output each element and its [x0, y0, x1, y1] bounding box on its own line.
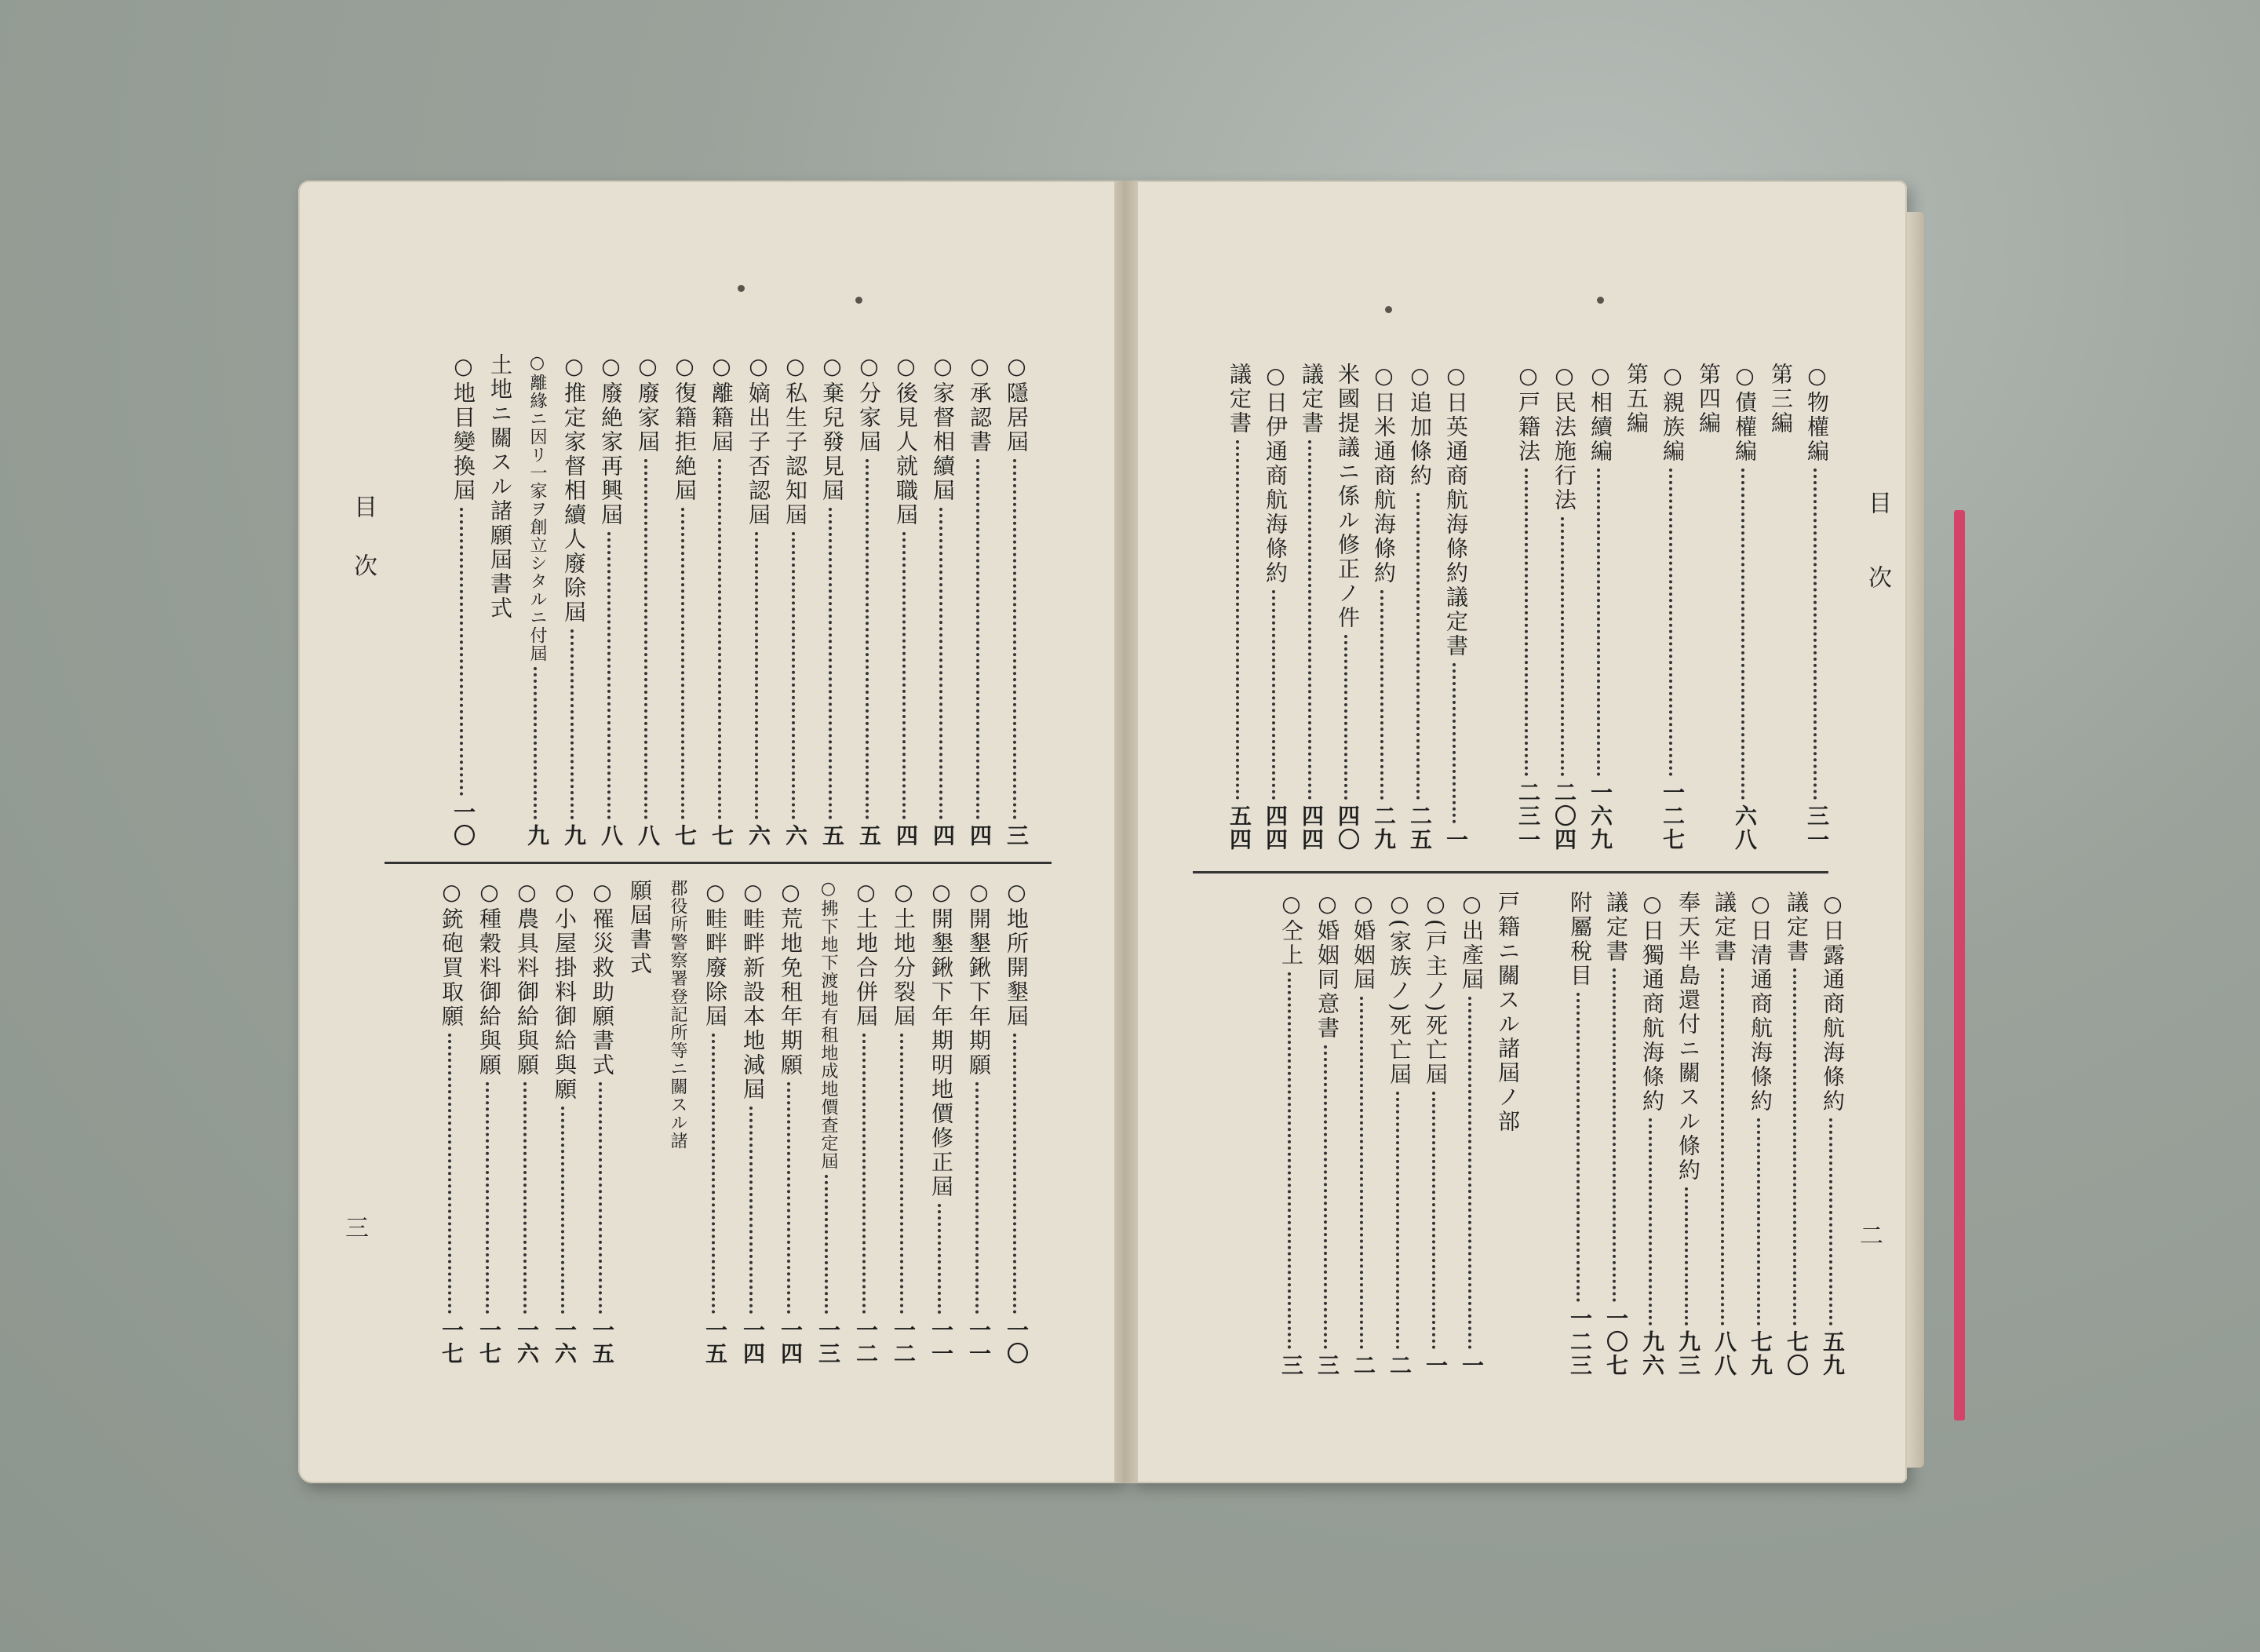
toc-entry [669, 353, 700, 848]
toc-page-number: 七 [709, 824, 734, 848]
leader-dots [570, 629, 577, 819]
toc-page-number: 二三一 [1515, 781, 1541, 852]
toc-entry [812, 879, 844, 1366]
leader-dots [1324, 1045, 1330, 1349]
toc-page-number: 一二七 [1660, 781, 1686, 852]
toc-page-number: 一七 [476, 1318, 502, 1366]
toc-entry [484, 353, 516, 848]
toc-page-number: 四 [893, 824, 919, 848]
toc-entry [1275, 891, 1307, 1377]
toc-entry [779, 353, 811, 848]
toc-entry [1420, 891, 1451, 1377]
toc-entry-title: ○日米通商航海條約 [1371, 363, 1397, 585]
toc-entry-title: ○婚姻同意書 [1314, 891, 1340, 1041]
toc-page-number: 一六九 [1587, 781, 1613, 852]
toc-entry [853, 353, 884, 848]
toc-entry-title: ○土地分裂屆 [891, 879, 917, 1029]
toc-entry [436, 879, 467, 1366]
toc-page-number: 三 [1314, 1354, 1340, 1377]
toc-page-number: 四 [930, 824, 956, 848]
leader-dots [975, 1082, 982, 1314]
leader-dots [644, 459, 651, 819]
toc-page-number: 九六 [1639, 1330, 1665, 1377]
toc-page-number: 五 [819, 824, 845, 848]
toc-entry-title: ○日清通商航海條約 [1748, 891, 1773, 1114]
toc-entry [705, 353, 737, 848]
toc-entry-title: ○追加條約 [1407, 363, 1433, 488]
toc-entry [964, 353, 995, 848]
toc-entry [1492, 891, 1523, 1377]
toc-entry [1368, 363, 1399, 852]
leader-dots [1613, 968, 1619, 1302]
toc-page-number: 一 [1443, 828, 1469, 852]
leader-dots [1432, 1092, 1438, 1349]
binding-hole [1385, 306, 1392, 313]
toc-entry-title: ○私生子認知屆 [782, 353, 808, 527]
leader-dots [1525, 469, 1531, 776]
toc-entry [1564, 891, 1595, 1377]
toc-entry-title: ○日伊通商航海條約 [1263, 363, 1289, 585]
toc-entry-title: ○日獨通商航海條約 [1639, 891, 1665, 1114]
toc-entry-title: ○地所開墾屆 [1004, 879, 1030, 1029]
toc-entry-title: ○開墾鍬下年期明地價修正屆 [928, 879, 954, 1199]
toc-entry-title: 議定書 [1784, 891, 1810, 964]
toc-entry [521, 353, 552, 848]
toc-entry [447, 353, 479, 848]
toc-entry-title: ○棄兒發見屆 [819, 353, 845, 503]
toc-page-number: 一六 [514, 1318, 540, 1366]
toc-page-number: 九 [561, 824, 587, 848]
leader-dots [460, 508, 466, 796]
toc-entry-title: ○婚姻屆 [1351, 891, 1376, 992]
page-edges [1907, 212, 1924, 1468]
toc-entry-title: ○地目變換屆 [450, 353, 476, 503]
toc-entry [1332, 363, 1363, 852]
toc-entry-title: 議定書 [1299, 363, 1325, 436]
toc-page-number: 一五 [589, 1318, 615, 1366]
leader-dots [718, 459, 724, 819]
toc-entry [1001, 879, 1032, 1366]
toc-page-number: 一二 [853, 1318, 879, 1366]
toc-page-number: 八八 [1711, 1330, 1737, 1377]
toc-page-number: 五 [856, 824, 882, 848]
toc-entry [1781, 891, 1812, 1377]
binding-hole [855, 297, 862, 304]
leader-dots [1721, 968, 1727, 1326]
toc-page-number: 七 [672, 824, 698, 848]
toc-entry [595, 353, 626, 848]
toc-page-number: 一二 [891, 1318, 917, 1366]
toc-entry [1404, 363, 1435, 852]
toc-entry-title: ○隱居屆 [1004, 353, 1030, 454]
leader-dots [825, 1175, 831, 1314]
binding-hole [1597, 297, 1604, 304]
toc-entry [1620, 363, 1652, 852]
toc-entry-title: ○離緣ニ因リ一家ヲ創立シタルニ付屆 [527, 353, 547, 662]
leader-dots [749, 1107, 756, 1314]
toc-entry [775, 879, 806, 1366]
toc-entry-title: 米國提議ニ係ル修正ノ件 [1335, 363, 1361, 630]
toc-page-number: 二〇四 [1551, 781, 1577, 852]
leader-dots [866, 459, 872, 819]
toc-entry [1296, 363, 1327, 852]
toc-entry [890, 353, 921, 848]
toc-entry [1636, 891, 1668, 1377]
toc-entry-title: ○承認書 [967, 353, 993, 454]
toc-entry-title: ○廢絶家再興屆 [598, 353, 624, 527]
toc-page-number: 六 [782, 824, 808, 848]
toc-entry [1548, 363, 1580, 852]
toc-entry-title: ○後見人就職屆 [893, 353, 919, 527]
toc-entry [699, 879, 731, 1366]
leader-dots [1741, 469, 1748, 800]
leader-dots [1793, 968, 1799, 1326]
leader-dots [787, 1082, 793, 1314]
red-bookmark-ribbon [1954, 510, 1965, 1420]
toc-entry-title: ○復籍拒絶屆 [672, 353, 698, 503]
leader-dots [1468, 997, 1474, 1349]
toc-page-number: 一六 [552, 1318, 578, 1366]
toc-page-number: 七〇 [1784, 1330, 1810, 1377]
toc-entry [1744, 891, 1776, 1377]
toc-entry [632, 353, 663, 848]
toc-entry-title: ○拂下地下渡地有租地成地價査定屆 [818, 879, 838, 1170]
toc-page-number: 三 [1278, 1354, 1304, 1377]
toc-entry-title: 議定書 [1227, 363, 1252, 436]
toc-entry [1311, 891, 1343, 1377]
toc-entry-title: 第五編 [1624, 363, 1649, 436]
leader-dots [1236, 440, 1242, 800]
leader-dots [1344, 635, 1351, 800]
toc-entry [1456, 891, 1487, 1377]
leader-dots [792, 532, 798, 819]
toc-entry [1347, 891, 1379, 1377]
toc-entry-title: ○民法施行法 [1551, 363, 1577, 512]
toc-entry-title: ○日露通商航海條約 [1820, 891, 1846, 1114]
toc-page-number: 一五 [702, 1318, 728, 1366]
toc-page-number: 九三 [1675, 1330, 1701, 1377]
toc-entry-title: ○荒地免租年期願 [778, 879, 804, 1078]
toc-entry-title: ○土地合併屆 [853, 879, 879, 1029]
toc-entry-title: ○畦畔新設本地減屆 [740, 879, 766, 1102]
leader-dots [1308, 440, 1314, 800]
toc-page-number: 一七 [439, 1318, 465, 1366]
toc-page-number: 一一 [966, 1318, 992, 1366]
toc-entry [1223, 363, 1255, 852]
toc-entry [1765, 363, 1796, 852]
toc-page-number: 一四 [778, 1318, 804, 1366]
toc-page-number: 一〇 [450, 800, 476, 848]
leader-dots [900, 1034, 906, 1314]
toc-entry-title: 願屆書式 [627, 879, 653, 976]
leader-dots [1453, 663, 1459, 823]
toc-entry-title: ○分家屆 [856, 353, 882, 454]
toc-entry-title: 附屬稅目 [1567, 891, 1593, 988]
toc-page-number: 一四 [740, 1318, 766, 1366]
leader-dots [939, 508, 946, 819]
toc-entry [1600, 891, 1631, 1377]
toc-page-number: 八 [635, 824, 661, 848]
toc-page-number: 一一 [928, 1318, 954, 1366]
toc-entry-title: ○種穀料御給與願 [476, 879, 502, 1078]
leader-dots [938, 1204, 944, 1314]
left-divider [385, 862, 1052, 864]
toc-entry-title: ○畦畔廢除屆 [702, 879, 728, 1029]
toc-page-number: 七九 [1748, 1330, 1773, 1377]
toc-page-number: 九 [524, 824, 550, 848]
left-header-tsugi: 次 [349, 553, 377, 577]
binding-hole [738, 285, 745, 292]
leader-dots [1416, 493, 1423, 800]
leader-dots [1757, 1118, 1763, 1326]
right-folio: 二 [1860, 1223, 1883, 1250]
toc-page-number: 三 [1004, 824, 1030, 848]
leader-dots [1649, 1118, 1655, 1326]
toc-entry-title: 戸籍ニ關スル諸屆ノ部 [1495, 891, 1521, 1134]
leader-dots [534, 667, 540, 819]
toc-entry [927, 353, 958, 848]
toc-entry-title: ○(家族ノ)死亡屆 [1387, 891, 1412, 1087]
toc-entry-title: ○嫡出子否認屆 [745, 353, 771, 527]
toc-entry-title: 議定書 [1603, 891, 1629, 964]
toc-entry-title: ○親族編 [1660, 363, 1686, 464]
toc-entry [888, 879, 919, 1366]
open-book [298, 181, 1923, 1483]
toc-entry [1729, 363, 1760, 852]
leader-dots [681, 508, 687, 819]
toc-entry-title: ○推定家督相續人廢除屆 [561, 353, 587, 625]
toc-page-number: 一〇七 [1603, 1307, 1629, 1377]
toc-page-number: 一 [1423, 1354, 1449, 1377]
leader-dots [1561, 517, 1567, 776]
toc-entry-title: ○(戸主ノ)死亡屆 [1423, 891, 1449, 1087]
toc-entry-title: ○家督相續屆 [930, 353, 956, 503]
toc-entry [1383, 891, 1415, 1377]
toc-entry-title: ○開墾鍬下年期願 [966, 879, 992, 1078]
toc-entry-title: ○債權編 [1732, 363, 1758, 464]
leader-dots [1813, 469, 1820, 800]
toc-entry [549, 879, 580, 1366]
leader-dots [1380, 590, 1387, 800]
leader-dots [1288, 972, 1294, 1349]
leader-dots [599, 1082, 605, 1314]
toc-entry [1001, 353, 1032, 848]
toc-page-number: 一三 [815, 1318, 841, 1366]
toc-page-number: 五四 [1227, 804, 1252, 852]
toc-page-number: 二 [1351, 1354, 1376, 1377]
toc-entry [511, 879, 542, 1366]
toc-page-number: 一〇 [1004, 1318, 1030, 1366]
toc-page-number: 六 [745, 824, 771, 848]
toc-entry [1672, 891, 1704, 1377]
leader-dots [607, 532, 614, 819]
toc-entry-title: ○離籍屆 [709, 353, 734, 454]
leader-dots [1360, 997, 1366, 1349]
leader-dots [712, 1034, 718, 1314]
leader-dots [1013, 459, 1019, 819]
toc-entry-title: ○物權編 [1804, 363, 1830, 464]
leader-dots [1396, 1092, 1402, 1349]
toc-entry-title: ○罹災救助願書式 [589, 879, 615, 1078]
book-gutter [1114, 181, 1138, 1483]
leader-dots [523, 1082, 530, 1314]
leader-dots [1685, 1187, 1691, 1326]
leader-dots [1577, 993, 1583, 1302]
leader-dots [902, 532, 909, 819]
toc-page-number: 五九 [1820, 1330, 1846, 1377]
toc-entry-title: ○戸籍法 [1515, 363, 1541, 464]
leader-dots [755, 532, 761, 819]
toc-entry-title: ○廢家屆 [635, 353, 661, 454]
toc-entry [1512, 363, 1544, 852]
toc-entry-title: ○相續編 [1587, 363, 1613, 464]
toc-entry [1693, 363, 1724, 852]
toc-entry [1657, 363, 1688, 852]
right-header-me: 目 [1864, 490, 1891, 514]
toc-entry-title: 奉天半島還付ニ關スル條約 [1675, 891, 1701, 1183]
leader-dots [1829, 1118, 1835, 1326]
toc-page-number: 八 [598, 824, 624, 848]
toc-entry-title: 議定書 [1711, 891, 1737, 964]
toc-entry [816, 353, 848, 848]
toc-entry [742, 353, 774, 848]
toc-page-number: 四〇 [1335, 804, 1361, 852]
toc-page-number: 一 [1459, 1354, 1485, 1377]
toc-entry [624, 879, 655, 1366]
toc-entry-title: 郡役所警察署登記所等ニ關スル諸 [668, 879, 687, 1150]
toc-entry-title: ○農具料御給與願 [514, 879, 540, 1078]
toc-entry [1817, 891, 1848, 1377]
leader-dots [976, 459, 982, 819]
toc-entry-title: ○仝上 [1278, 891, 1304, 968]
leader-dots [1272, 590, 1278, 800]
leader-dots [1013, 1034, 1019, 1314]
toc-entry [586, 879, 618, 1366]
leader-dots [448, 1034, 454, 1314]
toc-entry [558, 353, 589, 848]
toc-entry [662, 879, 693, 1366]
toc-entry [850, 879, 881, 1366]
toc-entry [925, 879, 957, 1366]
toc-entry-title: ○日英通商航海條約議定書 [1443, 363, 1469, 658]
leader-dots [1597, 469, 1603, 776]
toc-entry [1801, 363, 1832, 852]
toc-page-number: 二 [1387, 1354, 1412, 1377]
right-divider [1193, 871, 1828, 873]
toc-entry-title: 第四編 [1696, 363, 1722, 436]
toc-page-number: 六八 [1732, 804, 1758, 852]
leader-dots [486, 1082, 492, 1314]
toc-entry [963, 879, 994, 1366]
leader-dots [862, 1034, 869, 1314]
toc-entry [1584, 363, 1616, 852]
toc-entry-title: ○銃砲買取願 [439, 879, 465, 1029]
toc-page-number: 四 [967, 824, 993, 848]
toc-entry [1259, 363, 1291, 852]
toc-entry-title: 土地ニ關スル諸願屆書式 [487, 353, 513, 621]
toc-page-number: 四四 [1299, 804, 1325, 852]
left-header-me: 目 [349, 494, 377, 518]
right-header-tsugi: 次 [1864, 565, 1891, 589]
toc-page-number: 一二三 [1567, 1307, 1593, 1377]
toc-entry-title: ○出產屆 [1459, 891, 1485, 992]
toc-entry-title: ○小屋掛料御給與願 [552, 879, 578, 1102]
toc-page-number: 四四 [1263, 804, 1289, 852]
left-folio: 三 [345, 1215, 369, 1242]
leader-dots [829, 508, 835, 819]
toc-entry [1708, 891, 1740, 1377]
leader-dots [1669, 469, 1675, 776]
toc-entry [473, 879, 505, 1366]
toc-page-number: 三一 [1804, 804, 1830, 852]
toc-page-number: 二九 [1371, 804, 1397, 852]
leader-dots [561, 1107, 567, 1314]
toc-entry-title: 第三編 [1768, 363, 1794, 436]
toc-page-number: 二五 [1407, 804, 1433, 852]
toc-entry [737, 879, 768, 1366]
toc-entry [1440, 363, 1471, 852]
